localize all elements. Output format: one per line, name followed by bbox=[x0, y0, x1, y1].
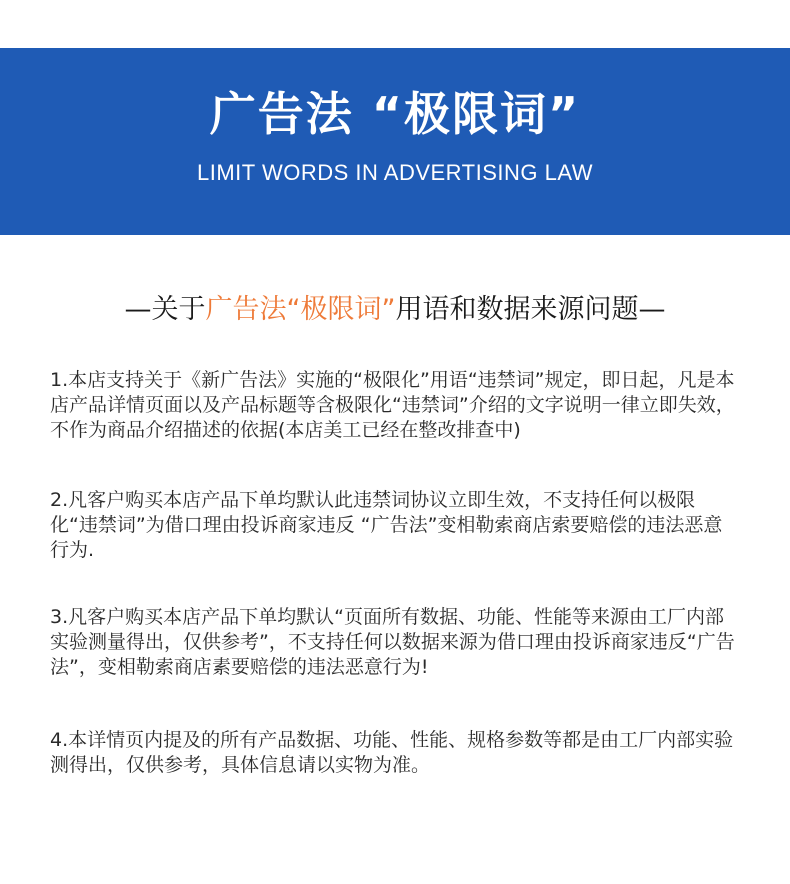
heading-suffix: 用语和数据来源问题— bbox=[395, 294, 666, 325]
notice-paragraph-3: 3.凡客户购买本店产品下单均默认“页面所有数据、功能、性能等来源由工厂内部实验测量得出，仅供参考”，不支持任何以数据来源为借口理由投诉商家违反“广告法”，变相勒索商店素要赔偿的违法恶意行为! bbox=[50, 606, 735, 678]
heading-prefix: —关于 bbox=[124, 294, 206, 325]
heading-accent: 广告法“极限词” bbox=[205, 294, 396, 325]
header-banner bbox=[0, 48, 790, 235]
notice-paragraph-2: 2.凡客户购买本店产品下单均默认此违禁词协议立即生效，不支持任何以极限化“违禁词”为借口理由投诉商家违反 “广告法”变相勒索商店索要赔偿的违法恶意行为. bbox=[50, 489, 723, 561]
banner-title: 广告法 “极限词” bbox=[209, 87, 581, 141]
banner-subtitle: LIMIT WORDS IN ADVERTISING LAW bbox=[197, 160, 593, 185]
notice-paragraph-1: 1.本店支持关于《新广告法》实施的“极限化”用语“违禁词”规定，即日起，凡是本店产品详情页面以及产品标题等含极限化“违禁词”介绍的文字说明一律立即失效，不作为商品介绍描述的依据(本店美工已经在整改排查中) bbox=[50, 369, 735, 441]
notice-paragraph-4: 4.本详情页内提及的所有产品数据、功能、性能、规格参数等都是由工厂内部实验测得出，仅供参考，具体信息请以实物为准。 bbox=[50, 729, 734, 776]
section-heading bbox=[0, 290, 790, 330]
